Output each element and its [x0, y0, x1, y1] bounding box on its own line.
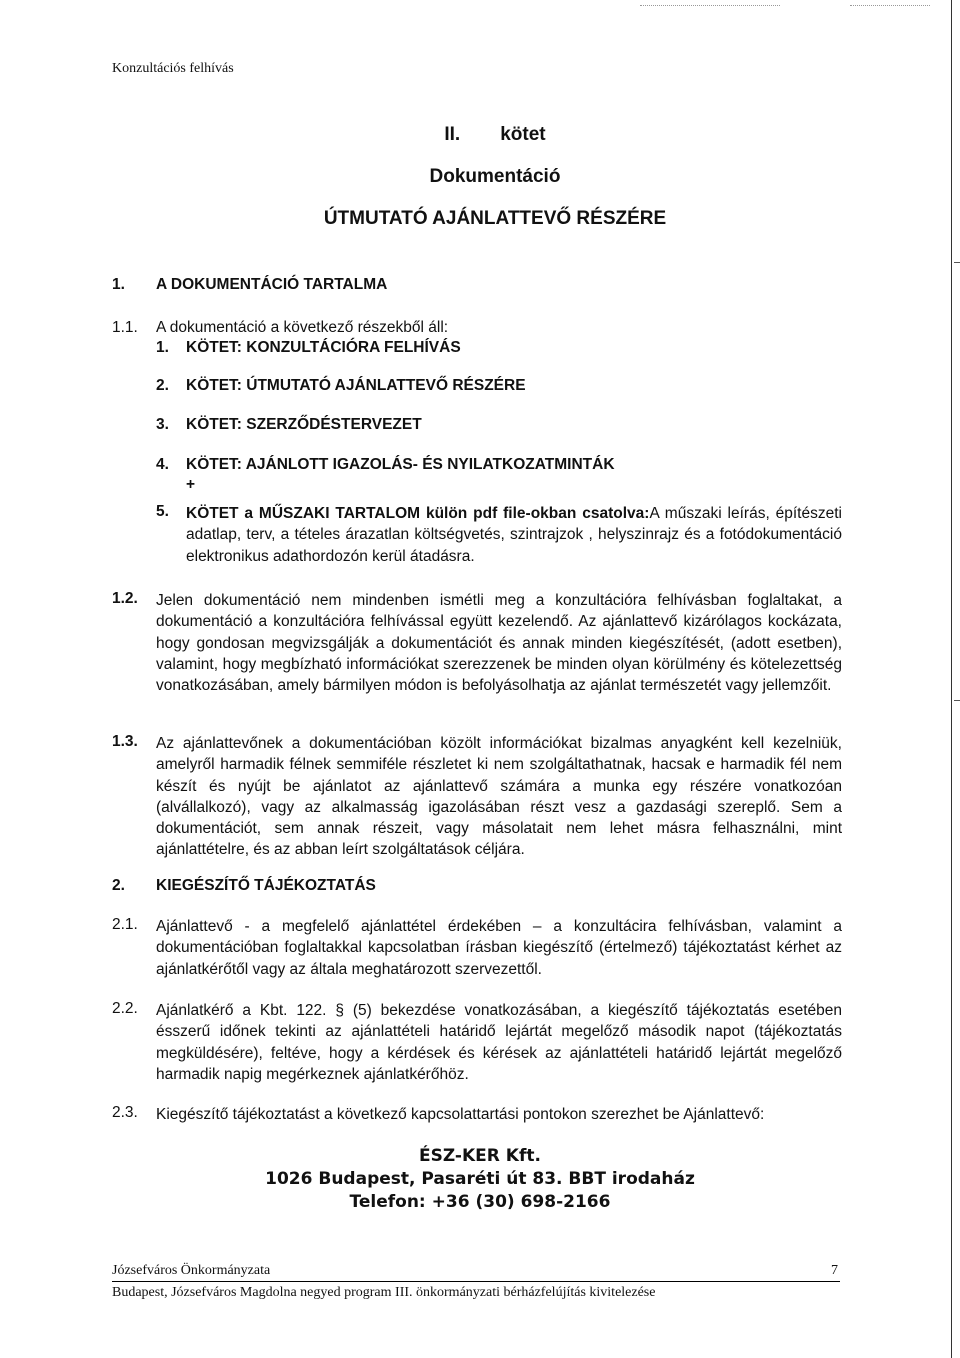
paragraph-number: 1.3. [112, 733, 138, 750]
list-item: 2. KÖTET: ÚTMUTATÓ AJÁNLATTEVŐ RÉSZÉRE [156, 377, 526, 394]
scan-margin-tick [954, 262, 960, 263]
contact-address: 1026 Budapest, Pasaréti út 83. BBT irodaház [265, 1169, 695, 1189]
footer-rule [112, 1281, 840, 1282]
list-item: 4. KÖTET: AJÁNLOTT IGAZOLÁS- ÉS NYILATKOZATMINTÁK [156, 456, 615, 473]
contact-phone: Telefon: +36 (30) 698-2166 [349, 1192, 611, 1212]
contact-company: ÉSZ-KER Kft. [419, 1146, 541, 1166]
scan-top-dots [640, 5, 780, 7]
doc-subtitle: ÚTMUTATÓ AJÁNLATTEVŐ RÉSZÉRE [323, 208, 667, 229]
volume-title [0, 124, 960, 146]
paragraph-number: 2.3. [112, 1104, 138, 1121]
list-intro: A dokumentáció a következő részekből áll: [156, 319, 449, 336]
doc-title: Dokumentáció [429, 166, 561, 187]
paragraph-number: 2.1. [112, 916, 138, 933]
list-item-number: 5. [156, 503, 169, 520]
paragraph-1-2: Jelen dokumentáció nem mindenben ismétli meg a konzultációra felhívásban foglaltakat, a dokumentáció a konzultációra felhívással együtt kezelendő. Az ajánlattevő kizárólagos kockázata, hogy gondosan megvizsgálják a dokumentációt és annak minden kiegészítését, (adott esetben), valamint, hogy megbízható információkat szerezzenek be minden olyan körülmény és kötelezettség vonatkozásában, amely bármilyen módon is befolyásolhatja az ajánlat természetét vagy jellemzőit. [156, 592, 842, 695]
scan-margin-tick [954, 700, 960, 701]
scan-top-dots [850, 5, 930, 7]
volume-roman: II. [444, 124, 461, 145]
paragraph-number: 2.2. [112, 1000, 138, 1017]
list-item-5: KÖTET a MŰSZAKI TARTALOM külön pdf file-okban csatolva:A műszaki leírás, építészeti adatlap, terv, a tételes árazatlan költségvetés, szintrajzok , helyszinrajz és a fotódokumentáció elektronikus adathordozón kerül átadásra. [186, 505, 842, 565]
section-number: 2. [112, 877, 125, 894]
section-heading: A DOKUMENTÁCIÓ TARTALMA [156, 276, 388, 293]
paragraph-2-1: Ajánlattevő - a megfelelő ajánlattétel érdekében – a konzultácira felhívásban, valamint a dokumentációban foglaltakkal kapcsolatban írásban kiegészítő (értelmező) tájékoztatást kérhet az ajánlatkérőtől vagy az általa meghatározott szervezettől. [156, 918, 842, 978]
volume-word: kötet [500, 124, 546, 145]
paragraph-2-3: Kiegészítő tájékoztatást a következő kapcsolattartási pontokon szerezhet be Ajánlattevő: [156, 1106, 765, 1123]
paragraph-1-3: Az ajánlattevőnek a dokumentációban közölt információkat bizalmas anyagként kell kezelniük, amelyről harmadik félnek semmiféle részletet ki nem szolgáltathatnak, hacsak e harmadik fél nem készít és nyújt be ajánlatot az ajánlattevő számára a munka egy részére vonatkozóan (alvállalkozó), vagy az alkalmasság igazolásában részt vesz a gazdasági szereplő. Sem a dokumentációt, sem annak részeit, vagy másolatait nem lehet másra felhasználni, mint ajánlattételre, és az abban leírt szolgáltatások céljára. [156, 735, 842, 859]
section-number: 1. [112, 276, 125, 293]
running-header: Konzultációs felhívás [112, 61, 234, 76]
paragraph-number: 1.1. [112, 319, 138, 336]
page-number: 7 [831, 1263, 838, 1278]
plus-sign: + [186, 476, 196, 493]
section-heading: KIEGÉSZÍTŐ TÁJÉKOZTATÁS [156, 877, 376, 894]
footer-project: Budapest, Józsefváros Magdolna negyed program III. önkormányzati bérházfelújítás kivitelezése [112, 1285, 656, 1300]
list-item: 3. KÖTET: SZERZŐDÉSTERVEZET [156, 416, 422, 433]
paragraph-number: 1.2. [112, 590, 138, 607]
paragraph-2-2: Ajánlatkérő a Kbt. 122. § (5) bekezdése vonatkozásában, a kiegészítő tájékoztatás esetében ésszerű időnek tekinti az ajánlattételi határidő lejártát megelőző második napot (tájékoztatás megküldésére), feltéve, hogy a kérdések és kérések az ajánlattételi határidő lejártát megelőző harmadik napig megérkeznek ajánlatkérőhöz. [156, 1002, 842, 1083]
list-item: 1. KÖTET: KONZULTÁCIÓRA FELHÍVÁS [156, 339, 461, 356]
footer-org: Józsefváros Önkormányzata [112, 1263, 271, 1278]
